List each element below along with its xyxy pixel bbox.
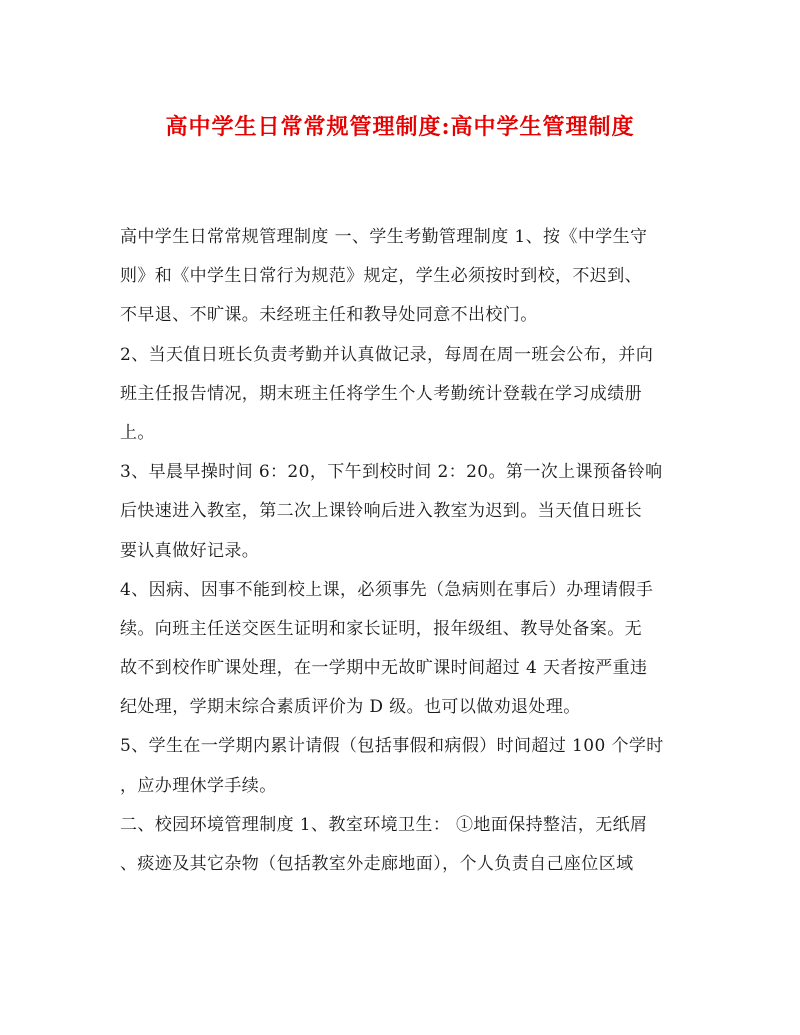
document-body — [120, 218, 688, 884]
body-line: 续。向班主任送交医生证明和家长证明，报年级组、教导处备案。无 — [120, 618, 642, 639]
body-line: 纪处理，学期末综合素质评价为 D 级。也可以做劝退处理。 — [120, 697, 581, 718]
body-line: 班主任报告情况，期末班主任将学生个人考勤统计登载在学习成绩册 — [120, 383, 642, 404]
body-line: 则》和《中学生日常行为规范》规定，学生必须按时到校，不迟到、 — [120, 266, 642, 287]
body-line: 高中学生日常常规管理制度 一、学生考勤管理制度 1、按《中学生守 — [120, 227, 648, 247]
body-line: 要认真做好记录。 — [120, 540, 260, 561]
body-line: 上。 — [120, 422, 155, 443]
body-line: 3、早晨早操时间 6：20，下午到校时间 2：20。第一次上课预备铃响 — [120, 462, 663, 483]
body-line: 二、校园环境管理制度 1、教室环境卫生： ①地面保持整洁，无纸屑 — [120, 814, 648, 835]
body-line: 、痰迹及其它杂物（包括教室外走廊地面），个人负责自己座位区域 — [120, 854, 634, 874]
body-line: 后快速进入教室，第二次上课铃响后进入教室为迟到。当天值日班长 — [120, 501, 642, 522]
document-title: 高中学生日常常规管理制度:高中学生管理制度 — [165, 114, 635, 140]
body-line: ，应办理休学手续。 — [120, 775, 277, 796]
body-line: 2、当天值日班长负责考勤并认真做记录，每周在周一班会公布，并向 — [120, 344, 654, 365]
body-line: 不早退、不旷课。未经班主任和教导处同意不出校门。 — [120, 305, 538, 326]
body-line: 4、因病、因事不能到校上课，必须事先（急病则在事后）办理请假手 — [120, 579, 654, 600]
body-line: 故不到校作旷课处理，在一学期中无故旷课时间超过 4 天者按严重违 — [120, 658, 648, 679]
body-line: 5、学生在一学期内累计请假（包括事假和病假）时间超过 100 个学时 — [120, 736, 664, 757]
